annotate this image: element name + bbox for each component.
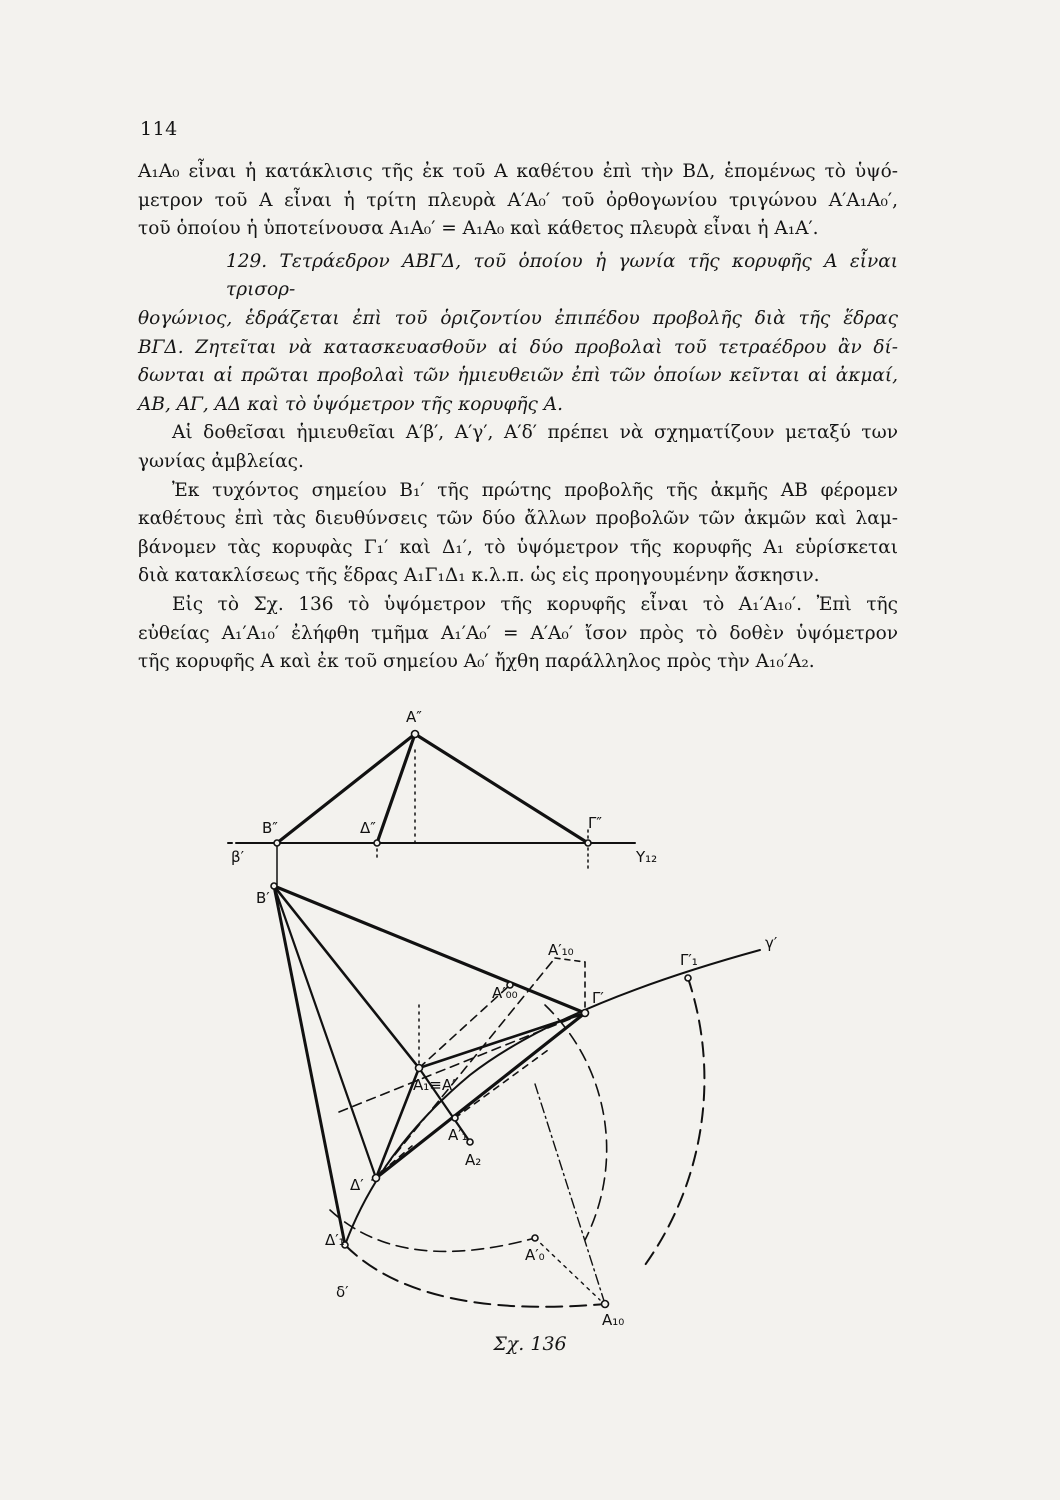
label-d1-prime: Δ′₁ [325, 1231, 345, 1249]
point-g-double [585, 840, 591, 846]
point-a2 [467, 1139, 473, 1145]
label-a1a-prime: A₁≡A′ [413, 1076, 456, 1094]
text-line: θογώνιος, ἑδράζεται ἐπὶ τοῦ ὁριζοντίου ἐπιπέδου προβολῆς διὰ τῆς ἕδρας [138, 307, 898, 329]
text-line: διὰ κατακλίσεως τῆς ἕδρας A₁Γ₁Δ₁ κ.λ.π. ὡς εἰς προηγουμένην ἄσκησιν. [138, 565, 820, 587]
body-text [138, 158, 898, 677]
label-g1-prime: Γ′₁ [680, 951, 698, 969]
label-g-prime: Γ′ [592, 989, 604, 1007]
dotted-a0 [535, 1238, 600, 1300]
label-a1-prime: A′₁ [448, 1126, 468, 1144]
label-b-prime: B′ [256, 889, 270, 907]
label-a0-prime: A′₀ [525, 1246, 545, 1264]
label-a-double: A″ [406, 708, 422, 726]
point-g1-prime [685, 975, 691, 981]
label-beta-prime: β′ [231, 848, 244, 866]
paragraph-4 [138, 477, 898, 677]
label-a2: A₂ [465, 1151, 482, 1169]
text-line: εὐθείας A₁′A₁₀′ ἐλήφθη τμῆμα A₁′A₀′ = A′A₀′ ἴσον πρὸς τὸ δοθὲν ὑψόμετρον [138, 622, 898, 644]
point-a10 [602, 1301, 609, 1308]
label-a0-upper: A′₀₀ [492, 984, 518, 1002]
point-a-double [412, 731, 419, 738]
label-axis: Y₁₂ [636, 848, 658, 866]
text-line: δωνται αἱ πρῶται προβολαὶ τῶν ἡμιευθειῶν ἐπὶ τῶν ὁποίων κεῖνται αἱ ἀκμαί, [138, 365, 898, 387]
figure-caption: Σχ. 136 [493, 1333, 567, 1355]
arc-small [545, 1005, 607, 1240]
label-b-double: B″ [262, 819, 278, 837]
paragraph-3 [138, 419, 898, 476]
page-number: 114 [140, 118, 178, 140]
edge-bg [274, 886, 585, 1013]
front-edge-ab [277, 734, 415, 843]
text-line: 129. Τετράεδρον ABΓΔ, τοῦ ὁποίου ἡ γωνία τῆς κορυφῆς A εἶναι τρισορ- [226, 250, 898, 301]
text-line: τοῦ ὁποίου ἡ ὑποτείνουσα A₁A₀′ = A₁A₀ καὶ κάθετος πλευρὰ εἶναι ἡ A₁A′. [138, 218, 819, 240]
point-d-double [374, 840, 380, 846]
edge-a-b [274, 886, 419, 1068]
label-g-double: Γ″ [588, 814, 602, 832]
label-d-double: Δ″ [360, 819, 376, 837]
label-a10: A₁₀ [602, 1311, 625, 1329]
paragraph-1 [138, 158, 898, 244]
label-gamma-prime: γ′ [765, 934, 778, 952]
paragraph-exercise-129 [138, 248, 898, 420]
point-a0-prime [532, 1235, 538, 1241]
geometry-figure-136 [0, 690, 1060, 1370]
arc-large [645, 978, 704, 1265]
text-line: βάνομεν τὰς κορυφὰς Γ₁′ καὶ Δ₁′, τὸ ὑψόμετρον τῆς κορυφῆς A₁ εὑρίσκεται [138, 536, 898, 558]
point-g-prime [582, 1010, 589, 1017]
label-a10-prime: A′₁₀ [548, 941, 574, 959]
point-a1 [416, 1065, 423, 1072]
label-d-prime: Δ′ [350, 1176, 364, 1194]
arc-left [330, 1210, 535, 1251]
text-line: Αἱ δοθεῖσαι ἡμιευθεῖαι A′β′, A′γ′, A′δ′ πρέπει νὰ σχηματίζουν μεταξύ των [172, 422, 898, 444]
text-line: Ἐκ τυχόντος σημείου B₁′ τῆς πρώτης προβολῆς τῆς ἀκμῆς AB φέρομεν [172, 479, 898, 501]
text-line: Εἰς τὸ Σχ. 136 τὸ ὑψόμετρον τῆς κορυφῆς εἶναι τὸ A₁′A₁₀′. Ἐπὶ τῆς [172, 593, 898, 615]
point-d-prime [373, 1175, 380, 1182]
text-line: τῆς κορυφῆς A καὶ ἐκ τοῦ σημείου A₀′ ἤχθη παράλληλος πρὸς τὴν A₁₀′A₂. [138, 651, 815, 673]
point-b-double [274, 840, 280, 846]
point-a1-prime [452, 1115, 458, 1121]
text-line: καθέτους ἐπὶ τὰς διευθύνσεις τῶν δύο ἄλλων προβολῶν τῶν ἀκμῶν καὶ λαμ- [138, 508, 898, 530]
dashed-line-1 [376, 958, 555, 1178]
ray-beta-delta [274, 886, 345, 1245]
text-line: A₁A₀ εἶναι ἡ κατάκλισις τῆς ἐκ τοῦ A καθέτου ἐπὶ τὴν BΔ, ἑπομένως τὸ ὑψό- [138, 161, 898, 182]
text-line: γωνίας ἀμβλείας. [138, 450, 304, 472]
arc-bottom [345, 1245, 605, 1307]
edge-bd [274, 886, 376, 1178]
text-line: BΓΔ. Ζητεῖται νὰ κατασκευασθοῦν αἱ δύο προβολαὶ τοῦ τετραέδρου ἂν δί- [138, 336, 898, 358]
point-b-prime [271, 883, 277, 889]
text-line: AB, AΓ, AΔ καὶ τὸ ὑψόμετρον τῆς κορυφῆς A. [138, 393, 563, 415]
text-line: μετρον τοῦ A εἶναι ἡ τρίτη πλευρὰ A′A₀′ τοῦ ὀρθογωνίου τριγώνου A′A₁A₀′, [138, 189, 898, 211]
label-delta-prime: δ′ [336, 1283, 349, 1301]
front-edge-ag [415, 734, 588, 843]
